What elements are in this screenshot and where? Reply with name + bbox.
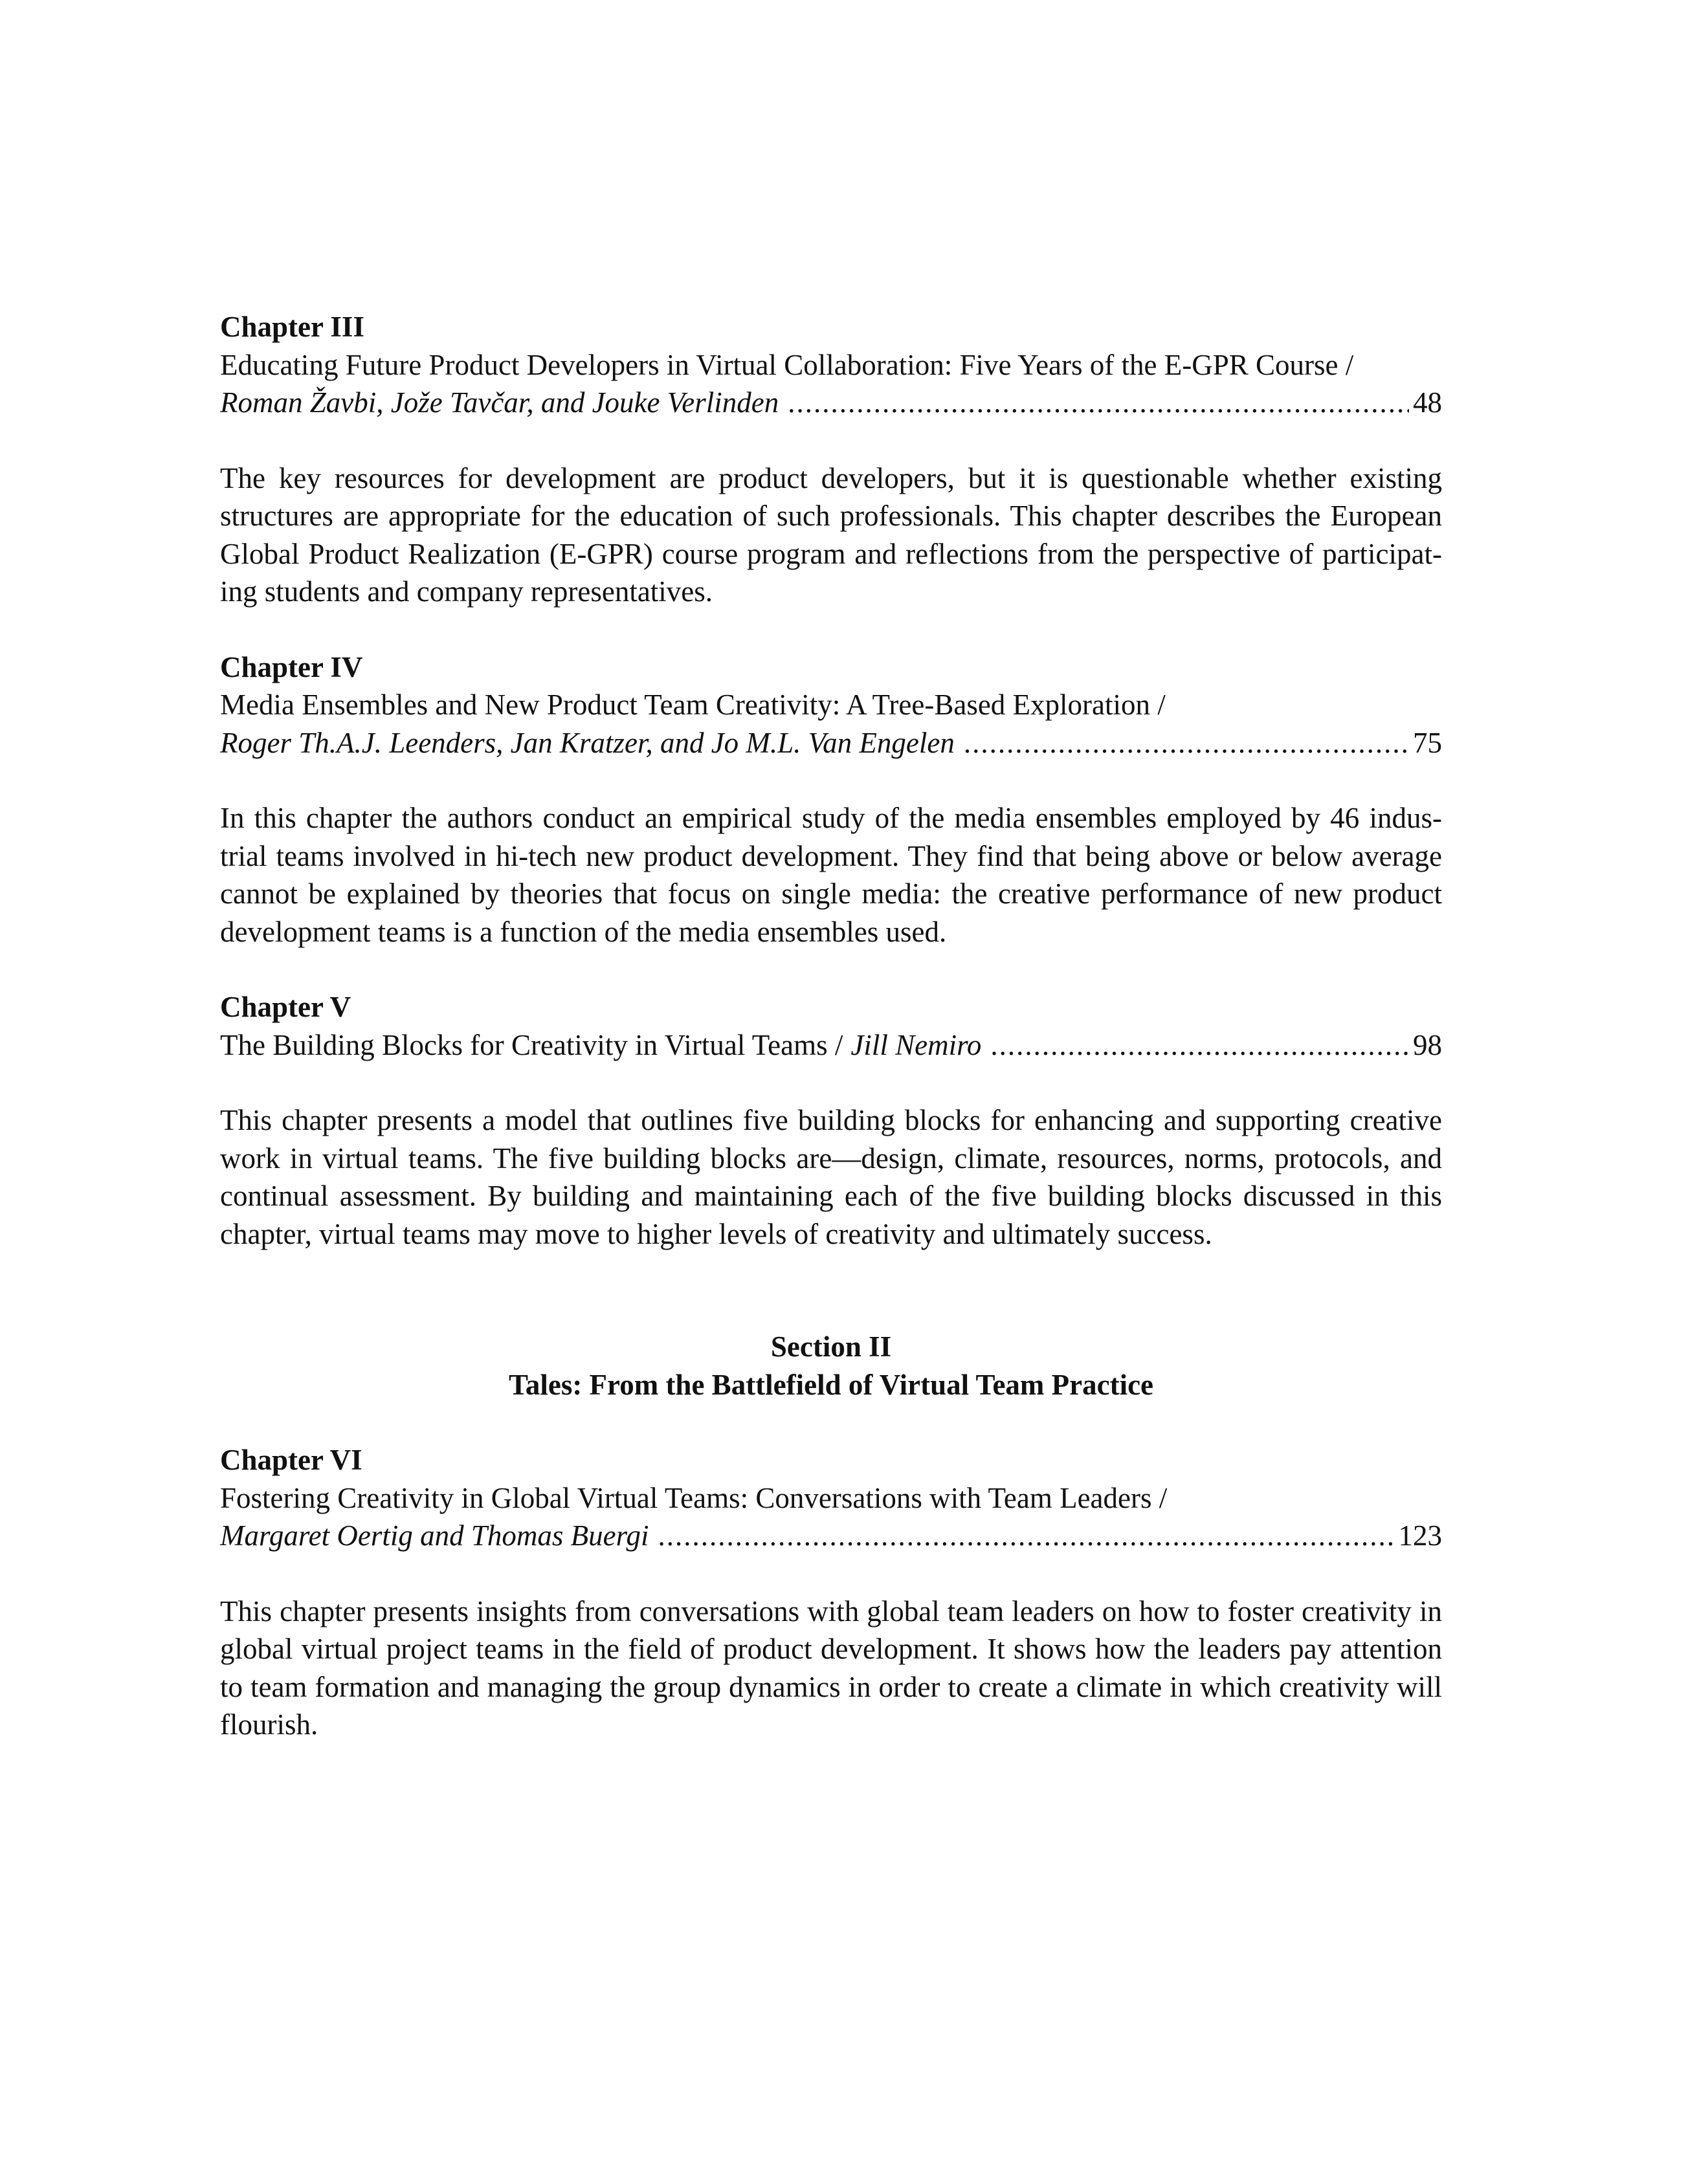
chapter-label: Chapter IV [220, 650, 363, 683]
toc-page [220, 308, 1442, 1744]
chapter-label: Chapter V [220, 991, 351, 1023]
chapter-abstract: This chapter presents insights from conversations with global team leaders on how to foster creativity in global virtual project teams in the field of product development. It shows how the leaders pay attention to team formation and managing the group dynamics in order to create a climate in which creativity will flourish. [220, 1594, 1442, 1741]
title-author-line [220, 1026, 1442, 1064]
chapter-title: Media Ensembles and New Product Team Creativity: A Tree-Based Exploration / [220, 689, 1166, 721]
author-line [220, 384, 1442, 422]
chapter-title: Fostering Creativity in Global Virtual Teams: Conversations with Team Leaders / [220, 1481, 1168, 1514]
chapter-abstract: This chapter presents a model that outlines five building blocks for enhancing and supporting creative work in virtual teams. The five building blocks are—design, climate, resources, norms, protocols, and continual assessment. By building and maintaining each of the five building blocks discussed in this chapter, virtual teams may move to higher levels of creativity and ultimately success. [220, 1104, 1442, 1250]
spacer [220, 1404, 1442, 1441]
chapter-label: Chapter VI [220, 1444, 362, 1476]
chapter-authors: Roman Žavbi, Jože Tavčar, and Jouke Verlinden [220, 386, 779, 419]
page-number: 48 [1413, 386, 1442, 419]
spacer [220, 1253, 1442, 1328]
section-title: Tales: From the Battlefield of Virtual Team Practice [508, 1368, 1154, 1401]
chapter-abstract: The key resources for development are product developers, but it is questionable whether existing structures are appropriate for the education of such professionals. This chapter describes the European Global Product Realization (E-GPR) course program and reflections from the perspective of participat-ing students and company representatives. [220, 461, 1442, 608]
dot-leader [788, 384, 1409, 422]
dot-leader [658, 1517, 1394, 1555]
page-number: 75 [1413, 726, 1442, 759]
toc-entry-chapter-3 [220, 308, 1442, 611]
dot-leader [964, 724, 1409, 762]
toc-entry-chapter-5 [220, 988, 1442, 1253]
spacer [220, 951, 1442, 988]
page-number: 98 [1413, 1028, 1442, 1061]
dot-leader [990, 1026, 1409, 1064]
chapter-title: The Building Blocks for Creativity in Virtual Teams / [220, 1028, 843, 1061]
chapter-abstract: In this chapter the authors conduct an empirical study of the media ensembles employed by 46 indus-trial teams involved in hi-tech new product development. They find that being above or below average cannot be explained by theories that focus on single media: the creative performance of new product development teams is a function of the media ensembles used. [220, 802, 1442, 948]
chapter-label: Chapter III [220, 311, 364, 343]
toc-entry-chapter-6 [220, 1441, 1442, 1744]
author-line [220, 724, 1442, 762]
section-label: Section II [770, 1330, 892, 1363]
author-line [220, 1517, 1442, 1555]
chapter-authors: Roger Th.A.J. Leenders, Jan Kratzer, and Jo M.L. Van Engelen [220, 726, 955, 759]
spacer [220, 611, 1442, 648]
toc-entry-chapter-4 [220, 648, 1442, 951]
chapter-title: Educating Future Product Developers in Virtual Collaboration: Five Years of the E-GPR Course / [220, 348, 1354, 381]
chapter-authors: Margaret Oertig and Thomas Buergi [220, 1519, 649, 1552]
section-heading [220, 1328, 1442, 1404]
chapter-authors: Jill Nemiro [850, 1028, 982, 1061]
page-number: 123 [1398, 1519, 1442, 1552]
